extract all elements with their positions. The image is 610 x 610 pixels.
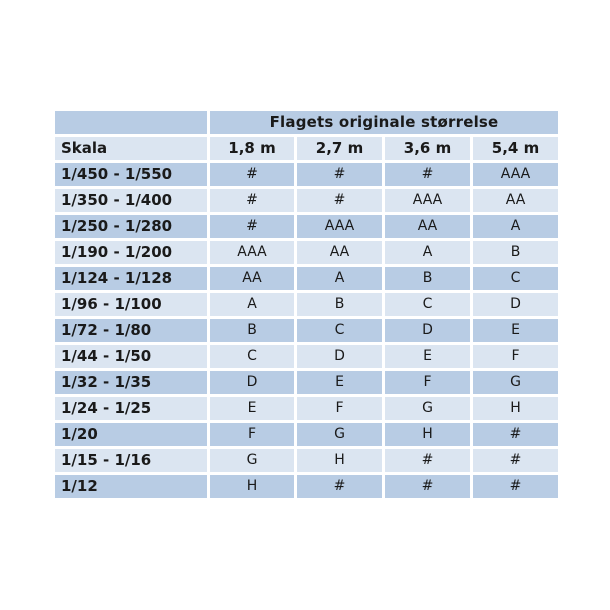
table-row <box>54 266 560 292</box>
size-code-cell: G <box>296 422 384 448</box>
size-code-cell: A <box>209 292 296 318</box>
size-code-cell: # <box>384 162 472 188</box>
size-code-cell: AAA <box>384 188 472 214</box>
size-code-cell: # <box>296 188 384 214</box>
size-code-cell: AAA <box>209 240 296 266</box>
corner-blank-cell <box>54 110 209 136</box>
size-code-cell: # <box>472 422 560 448</box>
size-code-cell: G <box>209 448 296 474</box>
size-code-cell: B <box>209 318 296 344</box>
table-row <box>54 162 560 188</box>
size-code-cell: C <box>384 292 472 318</box>
size-code-cell: AAA <box>472 162 560 188</box>
size-code-cell: # <box>472 474 560 500</box>
size-code-cell: A <box>472 214 560 240</box>
size-code-cell: E <box>296 370 384 396</box>
size-code-cell: C <box>209 344 296 370</box>
size-code-cell: G <box>472 370 560 396</box>
scale-range-cell: 1/20 <box>54 422 209 448</box>
scale-range-cell: 1/72 - 1/80 <box>54 318 209 344</box>
scale-range-cell: 1/15 - 1/16 <box>54 448 209 474</box>
size-code-cell: D <box>472 292 560 318</box>
column-header-5-4m: 5,4 m <box>472 136 560 162</box>
size-code-cell: C <box>472 266 560 292</box>
table-body <box>54 162 560 500</box>
column-header-2-7m: 2,7 m <box>296 136 384 162</box>
scale-range-cell: 1/124 - 1/128 <box>54 266 209 292</box>
size-code-cell: B <box>472 240 560 266</box>
table-row <box>54 214 560 240</box>
size-code-cell: C <box>296 318 384 344</box>
scale-range-cell: 1/44 - 1/50 <box>54 344 209 370</box>
size-code-cell: # <box>384 474 472 500</box>
size-code-cell: A <box>384 240 472 266</box>
size-code-cell: G <box>384 396 472 422</box>
table-row <box>54 292 560 318</box>
size-code-cell: H <box>384 422 472 448</box>
column-header-3-6m: 3,6 m <box>384 136 472 162</box>
table-row <box>54 422 560 448</box>
size-code-cell: E <box>472 318 560 344</box>
size-code-cell: # <box>296 474 384 500</box>
size-code-cell: AA <box>209 266 296 292</box>
size-code-cell: D <box>209 370 296 396</box>
size-code-cell: H <box>472 396 560 422</box>
column-header-skala: Skala <box>54 136 209 162</box>
size-code-cell: F <box>296 396 384 422</box>
table-header <box>54 110 560 162</box>
table-row <box>54 318 560 344</box>
size-code-cell: F <box>384 370 472 396</box>
scale-range-cell: 1/96 - 1/100 <box>54 292 209 318</box>
size-code-cell: H <box>209 474 296 500</box>
scale-range-cell: 1/190 - 1/200 <box>54 240 209 266</box>
table-row <box>54 448 560 474</box>
size-code-cell: H <box>296 448 384 474</box>
size-code-cell: E <box>209 396 296 422</box>
size-code-cell: F <box>472 344 560 370</box>
table-title-row <box>54 110 560 136</box>
size-code-cell: D <box>384 318 472 344</box>
size-code-cell: # <box>296 162 384 188</box>
size-code-cell: A <box>296 266 384 292</box>
column-header-1-8m: 1,8 m <box>209 136 296 162</box>
size-code-cell: AAA <box>296 214 384 240</box>
column-header-row <box>54 136 560 162</box>
size-code-cell: E <box>384 344 472 370</box>
size-code-cell: # <box>209 162 296 188</box>
flag-size-table-container <box>52 108 558 501</box>
size-code-cell: # <box>472 448 560 474</box>
size-code-cell: AA <box>472 188 560 214</box>
table-row <box>54 188 560 214</box>
size-code-cell: D <box>296 344 384 370</box>
table-row <box>54 396 560 422</box>
scale-range-cell: 1/32 - 1/35 <box>54 370 209 396</box>
scale-range-cell: 1/450 - 1/550 <box>54 162 209 188</box>
scale-range-cell: 1/12 <box>54 474 209 500</box>
size-code-cell: # <box>209 188 296 214</box>
scale-range-cell: 1/250 - 1/280 <box>54 214 209 240</box>
size-code-cell: B <box>384 266 472 292</box>
table-title: Flagets originale størrelse <box>209 110 560 136</box>
table-row <box>54 370 560 396</box>
size-code-cell: F <box>209 422 296 448</box>
scale-range-cell: 1/24 - 1/25 <box>54 396 209 422</box>
table-row <box>54 474 560 500</box>
flag-size-table <box>52 108 561 501</box>
size-code-cell: AA <box>296 240 384 266</box>
size-code-cell: # <box>209 214 296 240</box>
size-code-cell: AA <box>384 214 472 240</box>
size-code-cell: # <box>384 448 472 474</box>
scale-range-cell: 1/350 - 1/400 <box>54 188 209 214</box>
table-row <box>54 240 560 266</box>
size-code-cell: B <box>296 292 384 318</box>
table-row <box>54 344 560 370</box>
